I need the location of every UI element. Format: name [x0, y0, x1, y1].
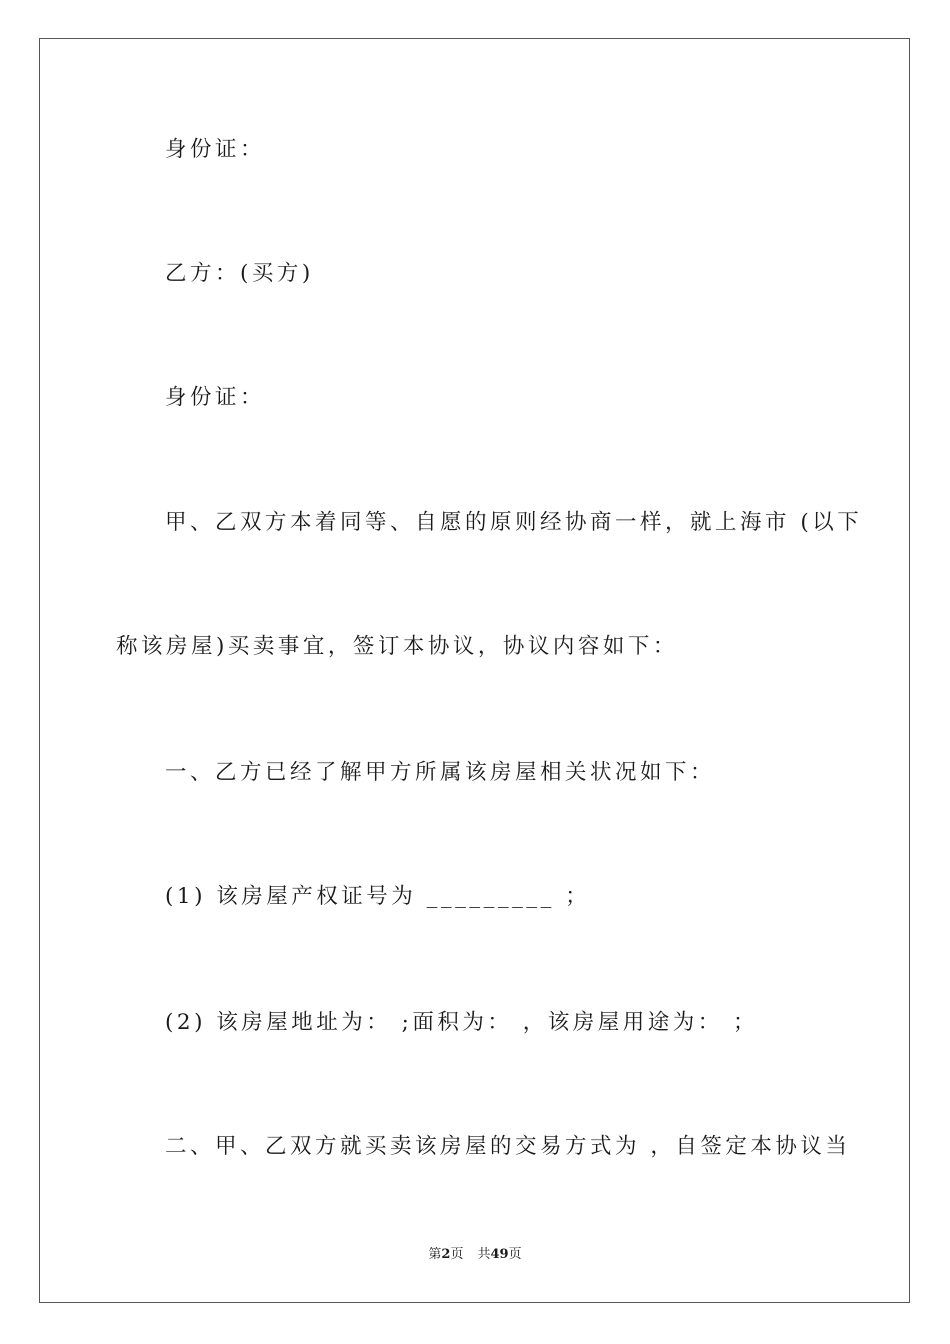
text-line-party-b: 乙方：(买方) [165, 261, 314, 286]
footer-total-pages: 49 [490, 1247, 509, 1262]
footer-total-unit: 页 [508, 1247, 522, 1262]
text-line-clause-one: 一、乙方已经了解甲方所属该房屋相关状况如下： [165, 760, 716, 785]
page-border [39, 38, 910, 1303]
footer-page-number: 2 [441, 1247, 451, 1262]
page-footer [0, 1246, 950, 1264]
text-line-id-seller: 身份证： [165, 137, 266, 162]
footer-total-prefix: 共 [477, 1247, 491, 1262]
text-line-clause-two: 二、甲、乙双方就买卖该房屋的交易方式为 ，自签定本协议当 [165, 1134, 851, 1159]
footer-page-prefix: 第 [428, 1247, 442, 1262]
text-line-item-1: (1) 该房屋产权证号为 _________ ； [165, 884, 591, 909]
text-line-preamble: 甲、乙双方本着同等、自愿的原则经协商一样，就上海市 (以下 [165, 510, 863, 535]
text-line-item-2: (2) 该房屋地址为： ;面积为： ，该房屋用途为： ； [165, 1010, 759, 1035]
text-line-id-buyer: 身份证： [165, 385, 266, 410]
text-line-preamble-cont: 称该房屋)买卖事宜，签订本协议，协议内容如下： [116, 634, 678, 659]
footer-page-unit: 页 [450, 1247, 464, 1262]
